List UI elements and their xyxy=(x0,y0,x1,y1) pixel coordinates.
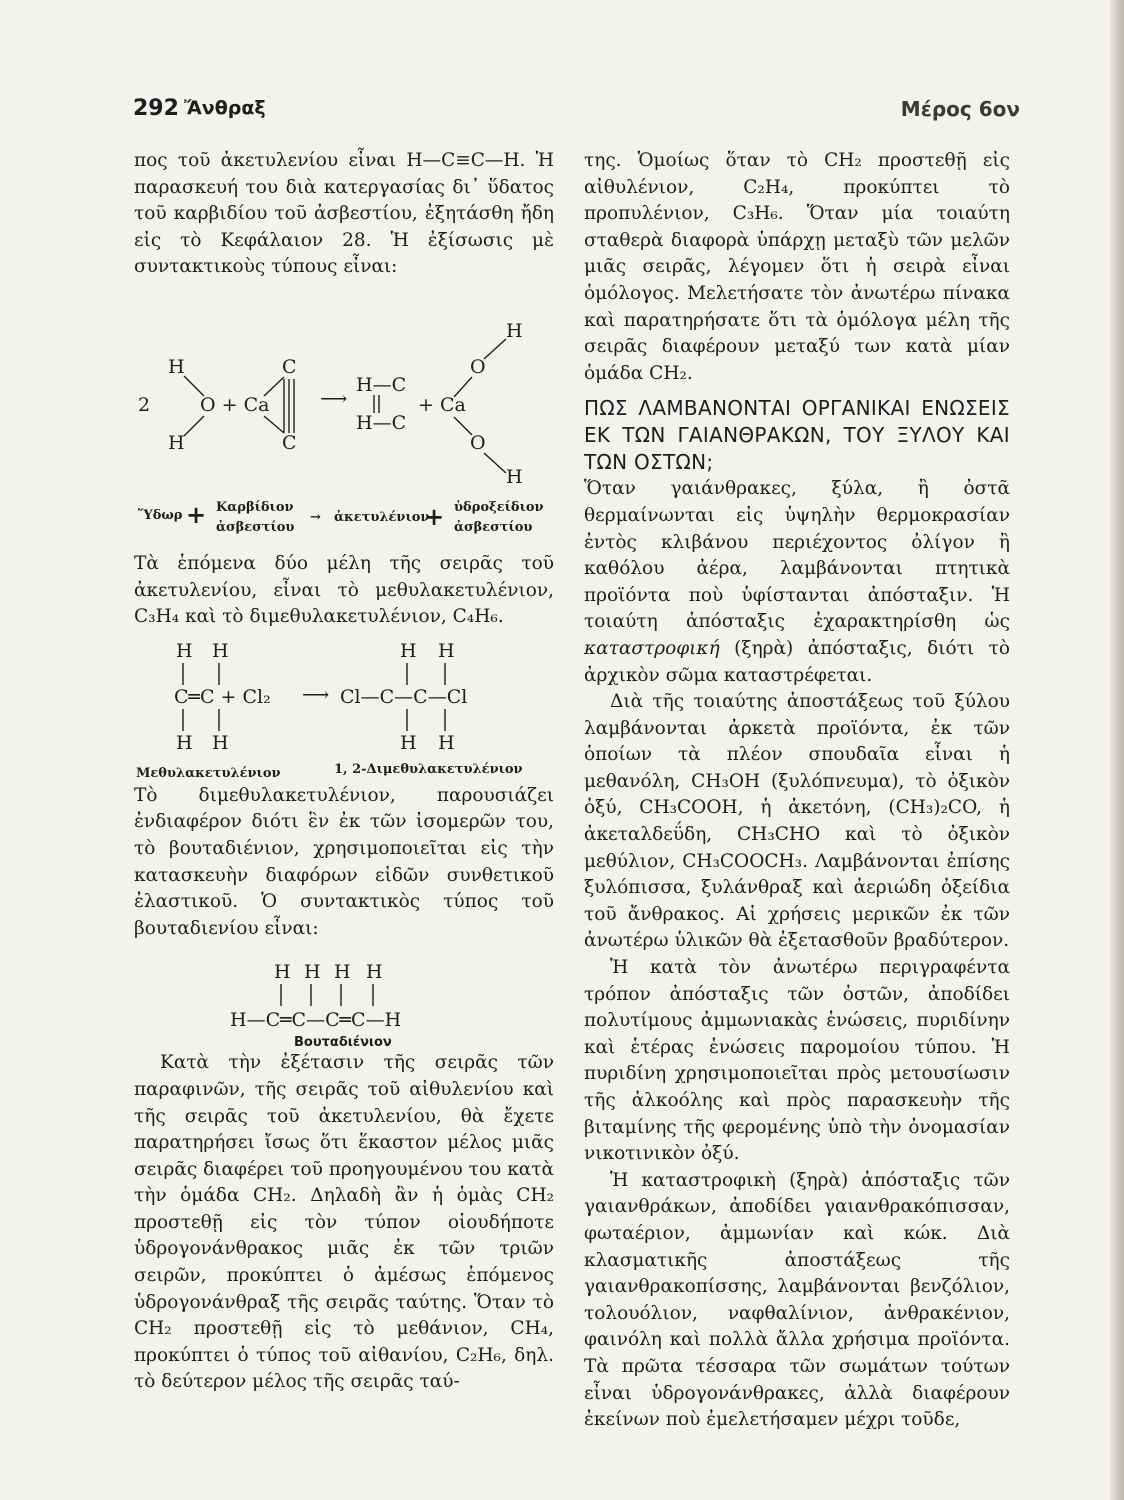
bond-line xyxy=(264,377,284,396)
paragraph: Διὰ τῆς τοιαύτης ἀποστάξεως τοῦ ξύλου λαμβάνονται ἀρκετὰ προϊόντα, ἐκ τῶν ὁποίων τὰ πλέον σπουδαῖα εἶναι ἡ μεθανόλη, CH₃OH (ξυλόπνευμα), τὸ ὀξικὸν ὀξύ, CH₃COOH, ἡ ἀκετόνη, (CH₃)₂CO, ἡ ἀκεταλδεΰδη, CH₃CHO καὶ τὸ ὀξικὸν μεθύλιον, CH₃COOCH₃. Λαμβάνονται ἐπίσης ξυλόπισσα, ξυλάνθραξ καὶ ἀεριώδη ὀξείδια τοῦ ἄνθρακος. Αἱ χρήσεις μερικῶν ἐκ τῶν ἀνωτέρω ὑλικῶν θὰ ἐξετασθοῦν βραδύτερον. xyxy=(584,691,1010,952)
paragraph: πος τοῦ ἀκετυλενίου εἶναι H—C≡C—H. Ἡ παρασκευή του διὰ κατεργασίας δι᾽ ὕδατος τοῦ καρβιδίου τοῦ ἀσβεστίου, ἐξητάσθη ἤδη εἰς τὸ Κεφάλαιον 28. Ἡ ἐξίσωσις μὲ συντακτικοὺς τύπους εἶναι: xyxy=(134,150,554,278)
bond-line xyxy=(484,453,506,473)
hydrogen-atom: H xyxy=(176,639,193,662)
paragraph: Ἡ κατὰ τὸν ἀνωτέρω περιγραφέντα τρόπον ἀπόσταξις τῶν ὀστῶν, ἀποδίδει πολυτίμους ἀμμωνιακὰς ἑνώσεις, πυριδίνην καὶ ἑτέρας ἑνώσεις παρομοίου τύπου. Ἡ πυριδίνη χρησιμοποιεῖται πρὸς μετουσίωσιν τῆς ἀλκοόλης καὶ πρὸς παρασκευὴν τῆς βιταμίνης τῆς φερομένης ὑπὸ τὴν ὀνομασίαν νικοτινικὸν ὀξύ. xyxy=(584,957,1010,1165)
water-oxygen-plus-ca: O + Ca xyxy=(200,393,270,416)
acetylene-bottom: H—C xyxy=(356,411,407,434)
hydrogen-atom: H xyxy=(438,639,455,662)
butadiene-formula-figure xyxy=(134,942,554,1050)
paragraph: της. Ὁμοίως ὅταν τὸ CH₂ προστεθῇ εἰς αἰθυλένιον, C₂H₄, προκύπτει τὸ προπυλένιον, C₃H₆. Ὅταν μία τοιαύτη σταθερὰ διαφορὰ ὑπάρχῃ μεταξὺ τῶν μελῶν μιᾶς σειρᾶς, λέγομεν ὅτι ἡ σειρὰ εἶναι ὁμόλογος. Μελετήσατε τὸν ἀνωτέρω πίνακα καὶ παρατηρήσατε ὅτι τὰ ὁμόλογα μέλη τῆς σειρᾶς διαφέρουν μεταξύ των κατὰ μίαν ὁμάδα CH₂. xyxy=(584,150,1010,384)
paragraph: Τὰ ἑπόμενα δύο μέλη τῆς σειρᾶς τοῦ ἀκετυλενίου, εἶναι τὸ μεθυλακετυλένιον, C₃H₄ καὶ τὸ διμεθυλακετυλένιον, C₄H₆. xyxy=(134,552,554,628)
caption-water: Ὕδωρ xyxy=(138,507,183,523)
caption-acetylene: ἀκετυλένιον xyxy=(334,509,430,525)
page-edge-shadow xyxy=(1110,0,1124,1500)
oxygen-atom: O xyxy=(470,431,486,454)
hydrogen-atom: H xyxy=(334,961,351,984)
caption-methylacetylene: Μεθυλακετυλένιον xyxy=(136,765,281,781)
hydrogen-atom: H xyxy=(366,961,383,984)
carbon-atom: C xyxy=(282,355,297,378)
bond-line xyxy=(264,416,284,433)
hydrogen-atom: H xyxy=(506,465,523,488)
hydrogen-atom: H xyxy=(400,639,417,662)
carbon-atom: C xyxy=(282,431,297,454)
acetylene-equation-figure xyxy=(134,281,554,551)
italic-term: καταστροφική xyxy=(584,637,720,659)
right-column xyxy=(584,148,1010,1434)
hydrogen-atom: H xyxy=(438,731,455,754)
plus-sign: + xyxy=(186,499,207,529)
hydrogen-atom: H xyxy=(168,355,185,378)
paragraph-text: (ξηρὰ) ἀπόσταξις, διότι τὸ ἀρχικὸν σῶμα καταστρέφεται. xyxy=(584,637,1010,686)
caption-arrow: → xyxy=(310,509,321,525)
chlorinated-product: Cl—C—C—Cl xyxy=(340,685,468,708)
plus-sign: + xyxy=(424,501,445,531)
bond-line xyxy=(184,376,204,396)
caption-carbide: Καρβίδιον xyxy=(216,499,294,515)
hydrogen-atom: H xyxy=(212,731,229,754)
section-heading: ΠΩΣ ΛΑΜΒΑΝΟΝΤΑΙ ΟΡΓΑΝΙΚΑΙ ΕΝΩΣΕΙΣ ΕΚ ΤΩΝ ΓΑΙΑΝΘΡΑΚΩΝ, ΤΟΥ ΞΥΛΟΥ ΚΑΙ ΤΩΝ ΟΣΤΩΝ; xyxy=(584,396,1010,475)
caption-hydroxide: ἀσβεστίου xyxy=(454,519,533,535)
paragraph: Τὸ διμεθυλακετυλένιον, παρουσιάζει ἐνδιαφέρον διότι ἓν ἐκ τῶν ἰσομερῶν του, τὸ βουταδιένιον, χρησιμοποιεῖται εἰς τὴν κατασκευὴν διαφόρων εἰδῶν συνθετικοῦ ἐλαστικοῦ. Ὁ συντακτικὸς τύπος τοῦ βουταδιενίου εἶναι: xyxy=(134,784,554,939)
hydrogen-atom: H xyxy=(506,319,523,342)
running-head: Ἄνθραξ xyxy=(184,97,266,119)
paragraph xyxy=(584,476,1010,689)
reaction-arrow: ⟶ xyxy=(302,683,330,706)
oxygen-atom: O xyxy=(470,355,486,378)
caption-butadiene: Βουταδιένιον xyxy=(294,1035,392,1051)
hydrogen-atom: H xyxy=(212,639,229,662)
hydrogen-atom: H xyxy=(400,731,417,754)
bond-line xyxy=(184,416,204,436)
plus-calcium: + Ca xyxy=(418,393,466,416)
caption-dimethylacetylene: 1, 2-Διμεθυλακετυλένιον xyxy=(334,761,523,777)
butadiene-chain: H—C═C—C═C—H xyxy=(230,1009,402,1032)
paragraph: Ἡ καταστροφικὴ (ξηρὰ) ἀπόσταξις τῶν γαιανθράκων, ἀποδίδει γαιανθρακόπισσαν, φωταέριον, ἀμμωνίαν καὶ κώκ. Διὰ κλασματικῆς ἀποστάξεως τῆς γαιανθρακοπίσσης, λαμβάνονται βενζόλιον, τολουόλιον, ναφθαλίνιον, ἀνθρακένιον, φαινόλη καὶ πολλὰ ἄλλα χρήσιμα προϊόντα. Τὰ πρῶτα τέσσαρα τῶν σωμάτων τούτων εἶναι ὑδρογονάνθρακες, ἀλλὰ διαφέρουν ἐκείνων ποὺ ἐμελετήσαμεν μέχρι τοῦδε, xyxy=(584,1169,1010,1431)
section-mark: Μέρος 6ον xyxy=(900,97,1020,121)
paragraph-text: Ὅταν γαιάνθρακες, ξύλα, ἢ ὀστᾶ θερμαίνωνται εἰς ὑψηλὴν θερμοκρασίαν ἐντὸς κλιβάνου περιέχοντος ὀλίγον ἢ καθόλου ἀέρα, λαμβάνονται πτητικὰ προϊόντα ποὺ ὑφίστανται ἀπόσταξιν. Ἡ τοιαύτη ἀπόσταξις ἐχαρακτηρίσθη ὡς xyxy=(584,478,1010,633)
left-column xyxy=(134,148,554,1396)
hydrogen-atom: H xyxy=(274,961,291,984)
caption-hydroxide: ὑδροξείδιον xyxy=(454,499,544,515)
methylacetylene-equation-figure xyxy=(134,631,554,783)
caption-carbide: ἀσβεστίου xyxy=(216,519,295,535)
page-number: 292 xyxy=(133,96,179,121)
bond-line xyxy=(454,417,472,435)
hydrogen-atom: H xyxy=(304,961,321,984)
coefficient: 2 xyxy=(138,393,151,416)
acetylene-top: H—C xyxy=(356,373,407,396)
reaction-arrow: ⟶ xyxy=(320,387,348,410)
alkene-with-chlorine: C═C + Cl₂ xyxy=(174,685,271,708)
paragraph: Κατὰ τὴν ἐξέτασιν τῆς σειρᾶς τῶν παραφινῶν, τῆς σειρᾶς τοῦ αἰθυλενίου καὶ τῆς σειρᾶς τοῦ ἀκετυλενίου, θὰ ἔχετε παρατηρήσει ἴσως ὅτι ἕκαστον μέλος μιᾶς σειρᾶς διαφέρει τοῦ προηγουμένου του κατὰ τὴν ὁμάδα CH₂. Δηλαδὴ ἂν ἡ ὁμὰς CH₂ προστεθῇ εἰς τὸν τύπον οἱουδήποτε ὑδρογονάνθρακος μιᾶς ἐκ τῶν τριῶν σειρῶν, προκύπτει ὁ ἀμέσως ἑπόμενος ὑδρογονάνθραξ τῆς σειρᾶς ταύτης. Ὅταν τὸ CH₂ προστεθῇ εἰς τὸ μεθάνιον, CH₄, προκύπτει ὁ τύπος τοῦ αἰθανίου, C₂H₆, δηλ. τὸ δεύτερον μέλος τῆς σειρᾶς ταύ- xyxy=(134,1052,554,1393)
hydrogen-atom: H xyxy=(168,431,185,454)
bond-line xyxy=(484,339,506,359)
hydrogen-atom: H xyxy=(176,731,193,754)
